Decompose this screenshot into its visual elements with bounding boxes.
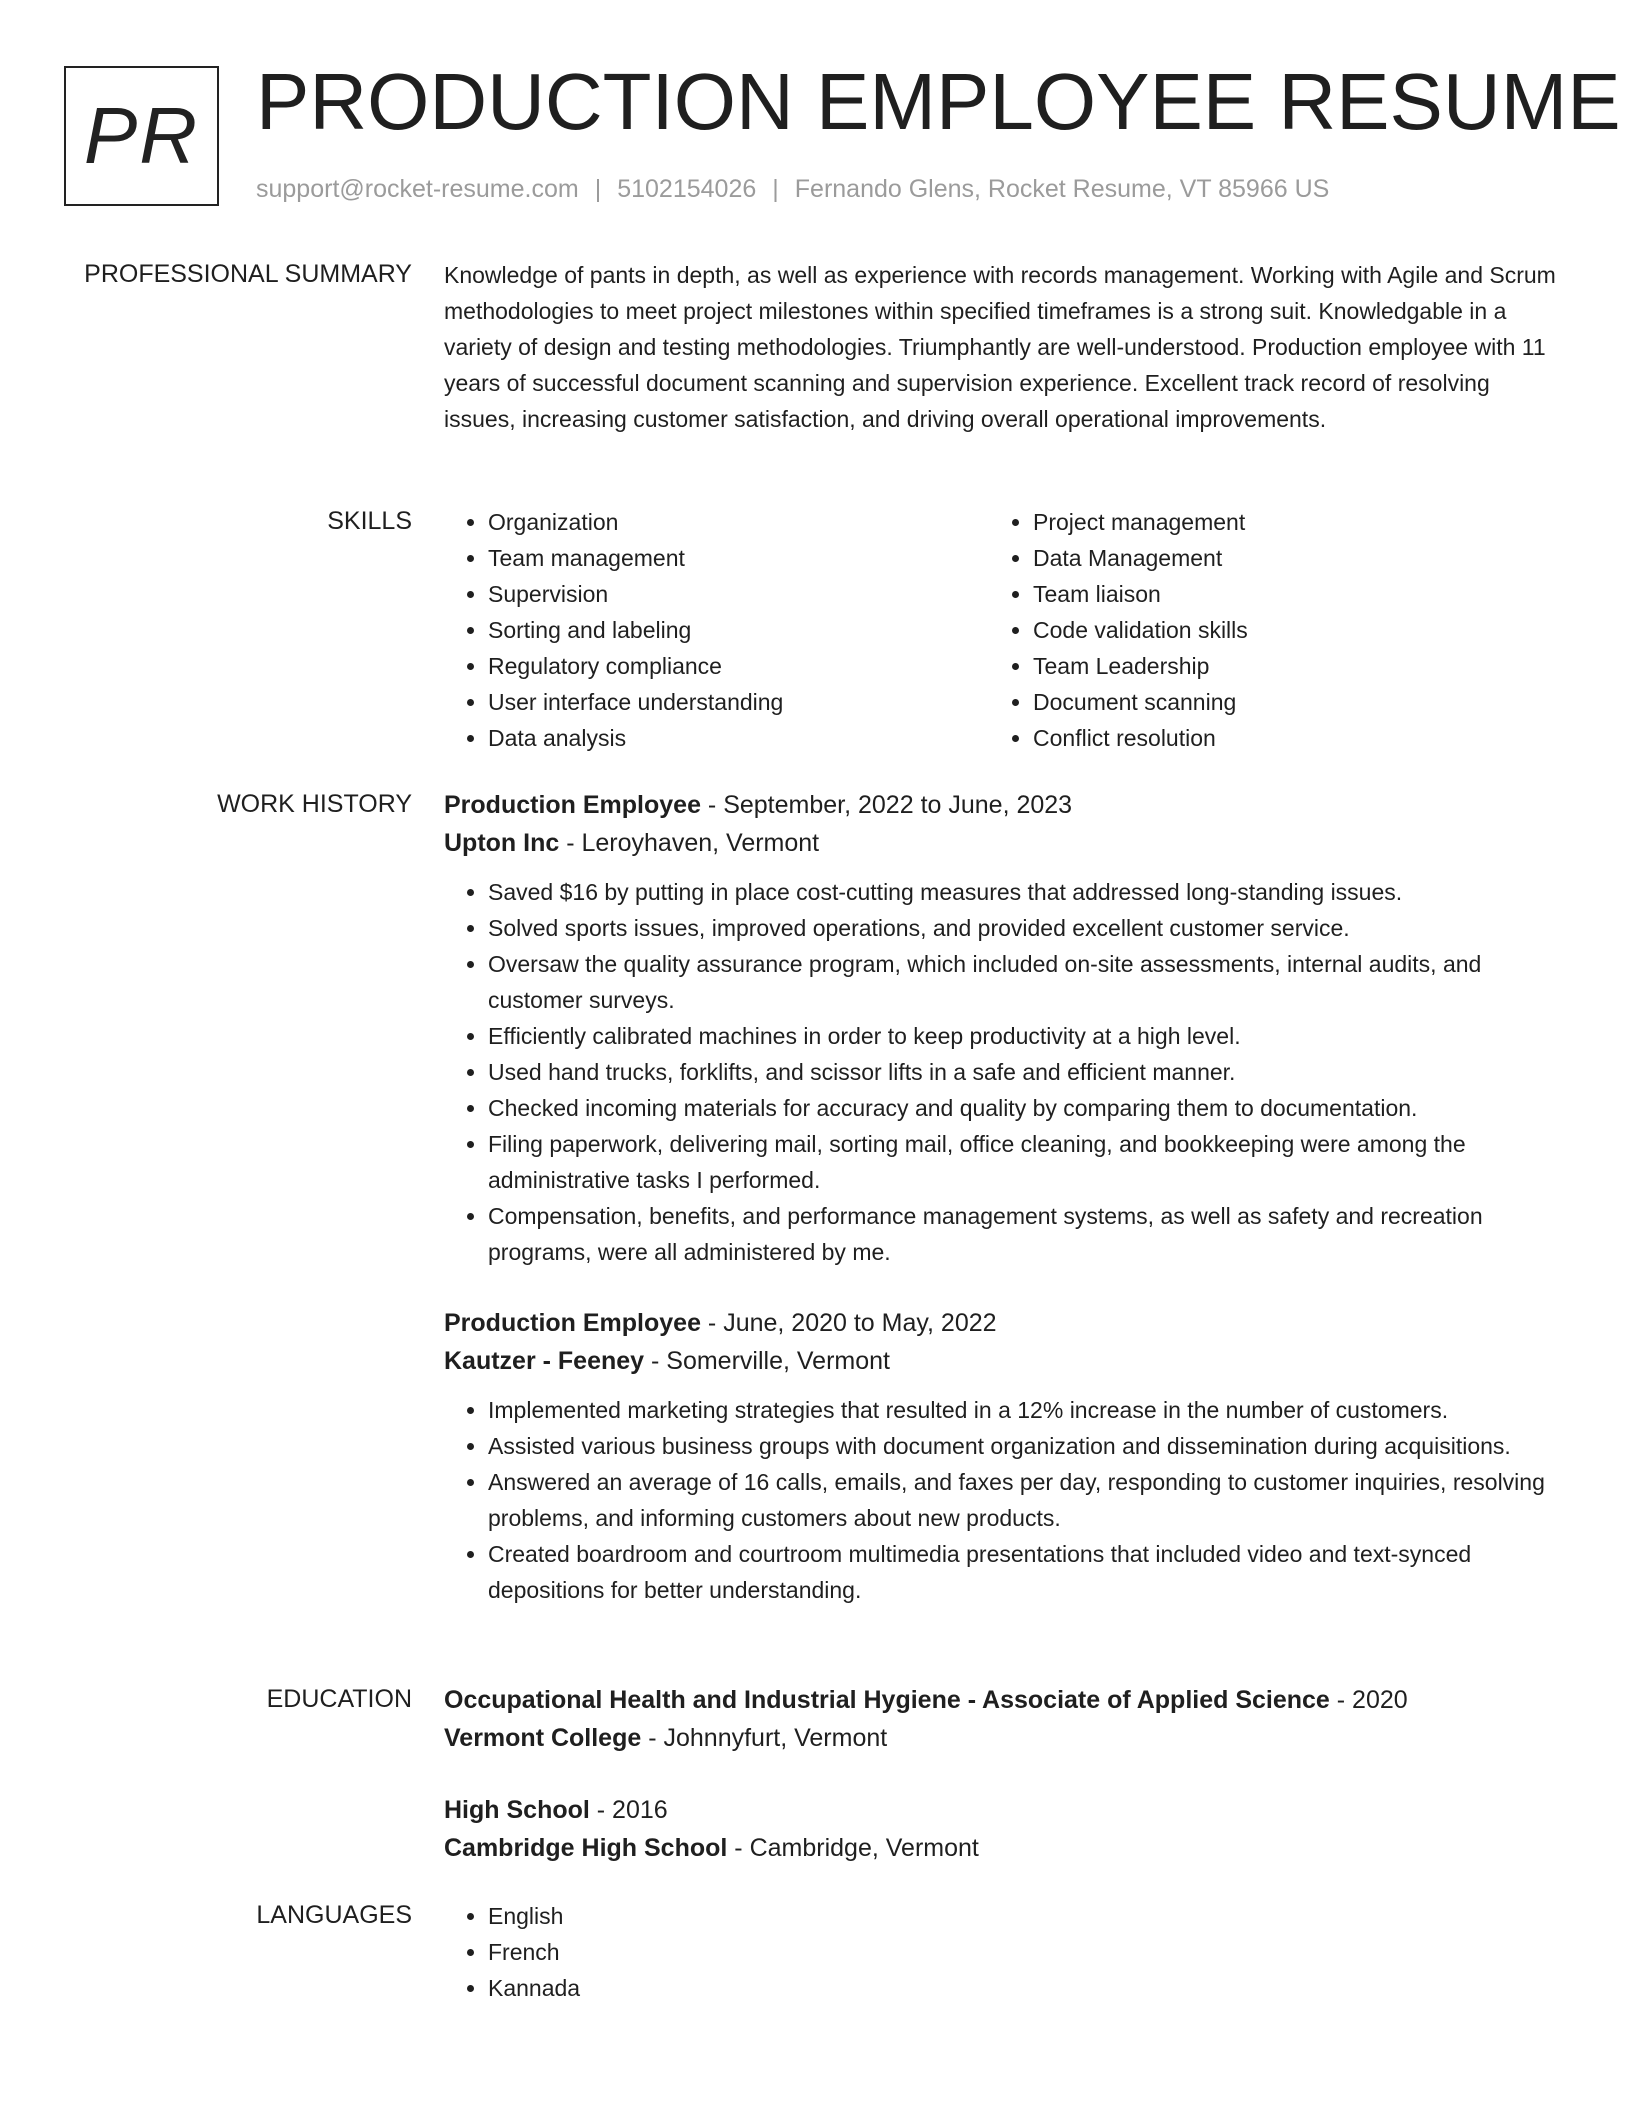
skill-item: • Regulatory compliance: [488, 648, 989, 684]
contact-line: [256, 173, 1329, 205]
job-title-line: [444, 786, 1564, 824]
education-location: - Johnnyfurt, Vermont: [641, 1724, 888, 1752]
job-title-line: [444, 1304, 1564, 1342]
education-school-line: [444, 1719, 1564, 1757]
job-bullet: • Used hand trucks, forklifts, and scissor lifts in a safe and efficient manner.: [488, 1054, 1564, 1090]
job-company-line: [444, 824, 1564, 862]
job-bullet: • Implemented marketing strategies that resulted in a 12% increase in the number of customers.: [488, 1392, 1564, 1428]
skills-list-left: [444, 504, 989, 756]
job-location: - Somerville, Vermont: [644, 1347, 890, 1375]
education-year: - 2020: [1329, 1686, 1408, 1714]
monogram-logo: [64, 66, 219, 206]
job-bullet: • Filing paperwork, delivering mail, sorting mail, office cleaning, and bookkeeping were among the administrative tasks I performed.: [488, 1126, 1564, 1198]
language-item: • French: [488, 1934, 1564, 1970]
job-entry: [444, 786, 1564, 1270]
job-dates: - June, 2020 to May, 2022: [700, 1309, 997, 1337]
language-item: • Kannada: [488, 1970, 1564, 2006]
job-title: Production Employee: [444, 1309, 701, 1337]
education-school: Vermont College: [444, 1724, 642, 1752]
section-label-languages: LANGUAGES: [256, 1901, 412, 1929]
education-degree-line: [444, 1791, 1564, 1829]
job-bullet: • Solved sports issues, improved operations, and provided excellent customer service.: [488, 910, 1564, 946]
skill-item: • Organization: [488, 504, 989, 540]
job-title: Production Employee: [444, 791, 701, 819]
skill-item: • Supervision: [488, 576, 989, 612]
section-label-skills: SKILLS: [327, 507, 412, 535]
job-company: Upton Inc: [444, 829, 560, 857]
skill-item: • Document scanning: [1033, 684, 1534, 720]
skill-item: • Project management: [1033, 504, 1534, 540]
job-entry: [444, 1304, 1564, 1608]
job-company-line: [444, 1342, 1564, 1380]
job-company: Kautzer - Feeney: [444, 1347, 645, 1375]
job-location: - Leroyhaven, Vermont: [559, 829, 820, 857]
education-location: - Cambridge, Vermont: [727, 1834, 979, 1862]
languages-list: [444, 1898, 1564, 2006]
skill-item: • Team management: [488, 540, 989, 576]
language-item: • English: [488, 1898, 1564, 1934]
skill-item: • Data Management: [1033, 540, 1534, 576]
job-bullet: • Efficiently calibrated machines in order to keep productivity at a high level.: [488, 1018, 1564, 1054]
page-title: PRODUCTION EMPLOYEE RESUME: [256, 57, 1621, 146]
job-bullet: • Created boardroom and courtroom multimedia presentations that included video and text-synced depositions for better understanding.: [488, 1536, 1564, 1608]
job-bullet: • Answered an average of 16 calls, emails, and faxes per day, responding to customer inquiries, resolving problems, and informing customers about new products.: [488, 1464, 1564, 1536]
education-degree: Occupational Health and Industrial Hygiene - Associate of Applied Science: [444, 1686, 1330, 1714]
skill-item: • User interface understanding: [488, 684, 989, 720]
skills-list-right: [989, 504, 1534, 756]
monogram-text: PR: [83, 91, 200, 180]
skill-item: • Team Leadership: [1033, 648, 1534, 684]
skill-item: • Sorting and labeling: [488, 612, 989, 648]
section-label-education: EDUCATION: [266, 1685, 412, 1713]
section-label-summary: PROFESSIONAL SUMMARY: [84, 260, 412, 288]
education-degree: High School: [444, 1796, 590, 1824]
education-entry: [444, 1791, 1564, 1867]
education-school: Cambridge High School: [444, 1834, 728, 1862]
job-bullet: • Saved $16 by putting in place cost-cutting measures that addressed long-standing issues.: [488, 874, 1564, 910]
job-bullet: • Compensation, benefits, and performance management systems, as well as safety and recreation programs, were all administered by me.: [488, 1198, 1564, 1270]
skill-item: • Data analysis: [488, 720, 989, 756]
summary-text: Knowledge of pants in depth, as well as experience with records management. Working with Agile and Scrum methodologies to meet project milestones within specified timeframes is a strong suit. Knowledgable in a variety of design and testing methodologies. Triumphantly are well-understood. Production employee with 11 years of successful document scanning and supervision experience. Excellent track record of resolving issues, increasing customer satisfaction, and driving overall operational improvements.: [444, 262, 1556, 432]
job-bullets: [444, 1392, 1564, 1608]
education-degree-line: [444, 1681, 1564, 1719]
job-bullet: • Oversaw the quality assurance program, which included on-site assessments, internal audits, and customer surveys.: [488, 946, 1564, 1018]
job-bullets: [444, 874, 1564, 1270]
contact-separator: |: [594, 175, 602, 203]
education-entry: [444, 1681, 1564, 1757]
job-bullet: • Checked incoming materials for accuracy and quality by comparing them to documentation.: [488, 1090, 1564, 1126]
education-year: - 2016: [589, 1796, 668, 1824]
section-label-work: WORK HISTORY: [217, 790, 412, 818]
contact-phone: 5102154026: [617, 175, 757, 203]
contact-address: Fernando Glens, Rocket Resume, VT 85966 US: [794, 175, 1330, 203]
job-bullet: • Assisted various business groups with document organization and dissemination during acquisitions.: [488, 1428, 1564, 1464]
contact-separator: |: [772, 175, 779, 203]
contact-email: support@rocket-resume.com: [256, 175, 579, 203]
education-school-line: [444, 1829, 1564, 1867]
skill-item: • Team liaison: [1033, 576, 1534, 612]
skill-item: • Conflict resolution: [1033, 720, 1534, 756]
job-dates: - September, 2022 to June, 2023: [700, 791, 1073, 819]
skill-item: • Code validation skills: [1033, 612, 1534, 648]
